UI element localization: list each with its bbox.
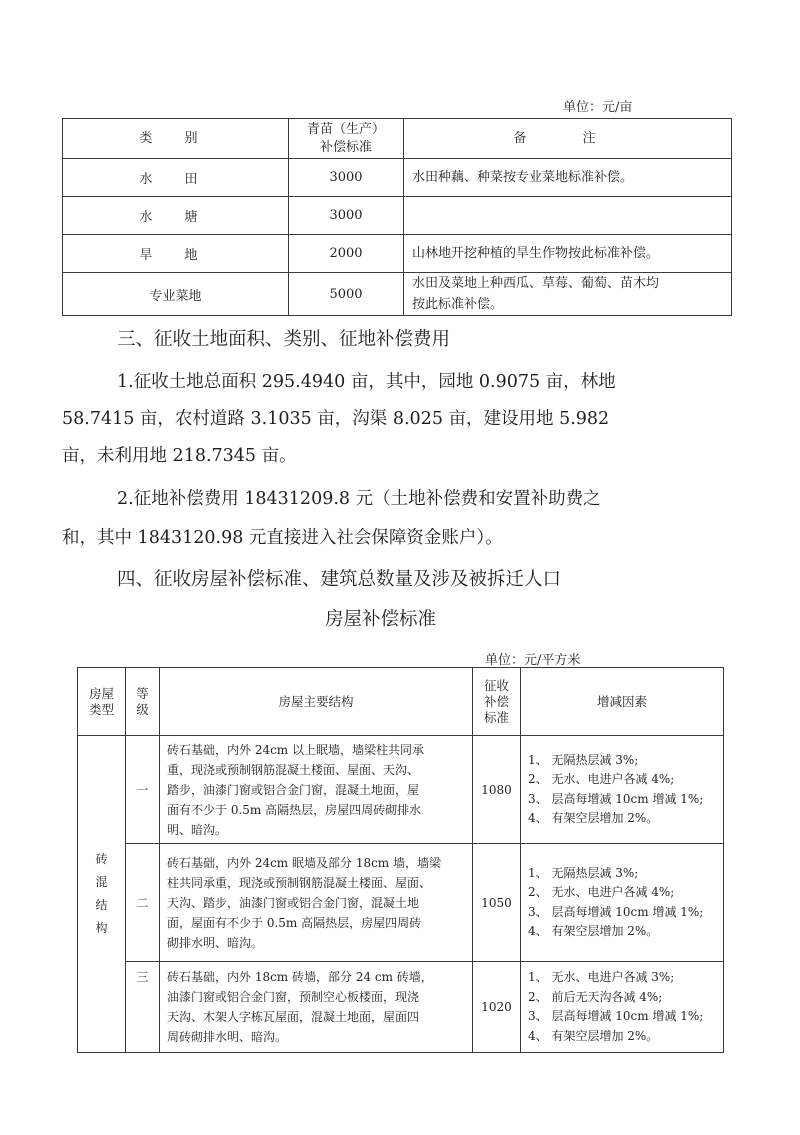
table-row [63, 273, 732, 316]
cell-category: 水 塘 [63, 197, 289, 235]
table-row [63, 197, 732, 235]
header-factors: 增减因素 [521, 668, 724, 736]
section3-heading: 三、征收土地面积、类别、征地补偿费用 [117, 329, 451, 350]
table-row [63, 159, 732, 197]
cell-remarks: 水田种藕、种菜按专业菜地标准补偿。 [404, 159, 732, 197]
cell-factors: 1、 无水、电进户各减 3%; 2、 前后无天沟各减 4%; 3、 层高每增减 10cm 增减 1%; 4、 有架空层增加 2%。 [521, 962, 724, 1053]
table-header-row [63, 119, 732, 159]
cell-grade: 二 [126, 844, 160, 962]
table2-unit: 单位：元/平方米 [485, 653, 581, 668]
cell-category: 专业菜地 [63, 273, 289, 316]
cell-structure: 砖石基础，内外 24cm 眠墙及部分 18cm 墙，墙梁 柱共同承重，现浇或预制钢筋混凝土楼面、屋面、 天沟、踏步，油漆门窗或铝合金门窗，混凝土地 面，屋面有不少于 0.5m 高隔热层，房屋四周砖 砌排水明、暗沟。 [160, 844, 473, 962]
table-row [78, 736, 724, 844]
cell-standard: 5000 [289, 273, 404, 316]
cell-standard: 1080 [473, 736, 521, 844]
header-standard: 青苗（生产） 补偿标准 [289, 119, 404, 159]
cell-structure: 砖石基础，内外 18cm 砖墙，部分 24 cm 砖墙， 油漆门窗或铝合金门窗，预制空心板楼面，现浇 天沟、木架人字栋瓦屋面，混凝土地面，屋面四 周砖砌排水明、暗沟。 [160, 962, 473, 1053]
cell-standard: 1050 [473, 844, 521, 962]
header-house-type: 房屋 类型 [78, 668, 126, 736]
seedling-compensation-table [62, 118, 732, 316]
header-remarks: 备 注 [404, 119, 732, 159]
cell-category: 水 田 [63, 159, 289, 197]
table-header-row [78, 668, 724, 736]
cell-standard: 3000 [289, 197, 404, 235]
section3-item1-line2: 58.7415 亩，农村道路 3.1035 亩，沟渠 8.025 亩，建设用地 5.982 [62, 409, 610, 429]
header-category: 类 别 [63, 119, 289, 159]
cell-standard: 3000 [289, 159, 404, 197]
table1-unit: 单位：元/亩 [563, 100, 633, 115]
table2-title: 房屋补偿标准 [325, 609, 437, 630]
cell-remarks: 水田及菜地上种西瓜、草莓、葡萄、苗木均 按此标准补偿。 [404, 273, 732, 316]
cell-factors: 1、 无隔热层减 3%; 2、 无水、电进户各减 4%; 3、 层高每增减 10cm 增减 1%; 4、 有架空层增加 2%。 [521, 844, 724, 962]
table-row [78, 844, 724, 962]
cell-standard: 2000 [289, 235, 404, 273]
cell-remarks: 山林地开挖种植的旱生作物按此标准补偿。 [404, 235, 732, 273]
header-structure: 房屋主要结构 [160, 668, 473, 736]
cell-factors: 1、 无隔热层减 3%; 2、 无水、电进户各减 4%; 3、 层高每增减 10cm 增减 1%; 4、 有架空层增加 2%。 [521, 736, 724, 844]
section3-item1-line3: 亩，未利用地 218.7345 亩。 [62, 446, 297, 466]
section3-item2-line1: 2.征地补偿费用 18431209.8 元（土地补偿费和安置补助费之 [117, 489, 601, 509]
header-grade: 等 级 [126, 668, 160, 736]
cell-grade: 三 [126, 962, 160, 1053]
section4-heading: 四、征收房屋补偿标准、建筑总数量及涉及被拆迁人口 [117, 569, 562, 590]
cell-standard: 1020 [473, 962, 521, 1053]
table-row [63, 235, 732, 273]
cell-grade: 一 [126, 736, 160, 844]
section3-item1-line1: 1.征收土地总面积 295.4940 亩，其中，园地 0.9075 亩，林地 [117, 372, 616, 392]
house-compensation-table [77, 667, 724, 1053]
cell-remarks [404, 197, 732, 235]
cell-structure: 砖石基础，内外 24cm 以上眠墙，墙梁柱共同承 重，现浇或预制钢筋混凝土楼面、屋面、天沟、 踏步，油漆门窗或铝合金门窗，混凝土地面，屋 面有不少于 0.5m 高隔热层，房屋四周砖砌排水 明、暗沟。 [160, 736, 473, 844]
header-standard: 征收 补偿 标准 [473, 668, 521, 736]
cell-category: 旱 地 [63, 235, 289, 273]
table-row [78, 962, 724, 1053]
section3-item2-line2: 和，其中 1843120.98 元直接进入社会保障资金账户）。 [62, 528, 503, 548]
cell-house-type: 砖 混 结 构 [78, 736, 126, 1053]
